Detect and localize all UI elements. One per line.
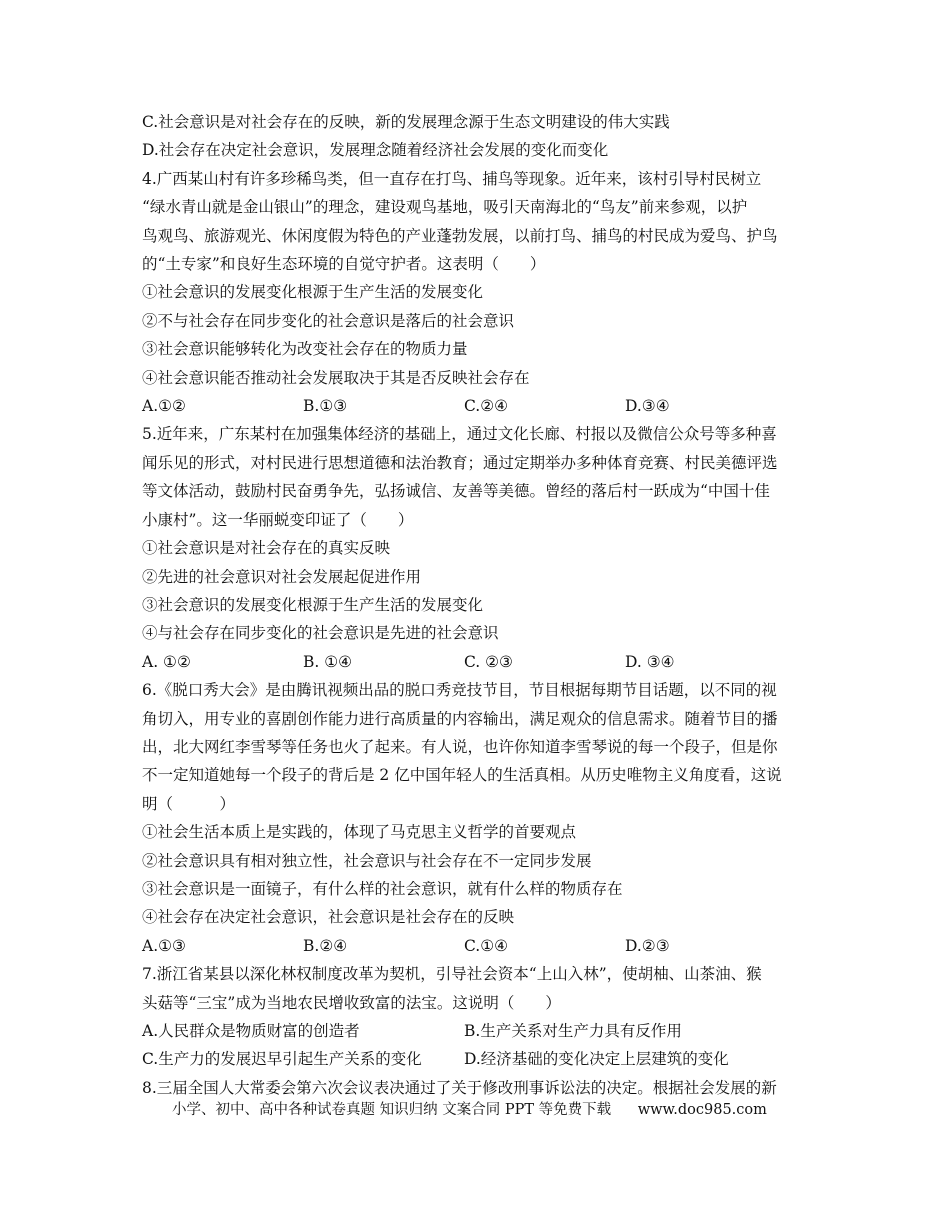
q6-stem-line: 6.《脱口秀大会》是由腾讯视频出品的脱口秀竞技节目，节目根据每期节目话题，以不同的视	[142, 681, 777, 700]
q6-stem-line: 角切入，用专业的喜剧创作能力进行高质量的内容输出，满足观众的信息需求。随着节目的播	[142, 709, 778, 728]
q4-option-d: D.③④	[625, 397, 670, 416]
q7-options-row	[142, 1017, 822, 1045]
q6-options	[142, 932, 822, 960]
q4-options	[142, 392, 822, 420]
q5-item: ③社会意识的发展变化根源于生产生活的发展变化	[142, 595, 484, 614]
q4-item: ④社会意识能否推动社会发展取决于其是否反映社会存在	[142, 368, 530, 387]
q4-stem-line: 4.广西某山村有许多珍稀鸟类，但一直存在打鸟、捕鸟等现象。近年来，该村引导村民树立	[142, 169, 762, 188]
q5-option-b: B. ①④	[303, 652, 353, 671]
q4-item: ②不与社会存在同步变化的社会意识是落后的社会意识	[142, 311, 515, 330]
q4-stem-line: 鸟观鸟、旅游观光、休闲度假为特色的产业蓬勃发展，以前打鸟、捕鸟的村民成为爱鸟、护鸟	[142, 226, 778, 245]
q5-item: ②先进的社会意识对社会发展起促进作用	[142, 567, 422, 586]
q4-item: ①社会意识的发展变化根源于生产生活的发展变化	[142, 283, 484, 302]
q6-option-d: D.②③	[625, 936, 670, 955]
q5-option-a: A. ①②	[142, 652, 191, 671]
q5-option-d: D. ③④	[625, 652, 675, 671]
q6-stem-line: 不一定知道她每一个段子的背后是 2 亿中国年轻人的生活真相。从历史唯物主义角度看，这说	[142, 766, 782, 785]
q4-item: ③社会意识能够转化为改变社会存在的物质力量	[142, 340, 468, 359]
footer-url[interactable]: www.doc985.com	[637, 1102, 767, 1118]
q6-stem-line: 出，北大网红李雪琴等任务也火了起来。有人说，也许你知道李雪琴说的每一个段子，但是你	[142, 737, 778, 756]
q7-options-row	[142, 1045, 822, 1073]
q7-option-b: B.生产关系对生产力具有反作用	[464, 1022, 682, 1040]
q7-option-c: C.生产力的发展迟早引起生产关系的变化	[142, 1050, 422, 1069]
q5-stem-line: 闻乐见的形式，对村民进行思想道德和法治教育；通过定期举办多种体育竞赛、村民美德评选	[142, 453, 778, 472]
q6-item: ①社会生活本质上是实践的，体现了马克思主义哲学的首要观点	[142, 823, 577, 842]
q7-stem-line: 头菇等“三宝”成为当地农民增收致富的法宝。这说明（ ）	[142, 993, 561, 1012]
q6-option-b: B.②④	[303, 936, 348, 955]
q5-item: ①社会意识是对社会存在的真实反映	[142, 539, 391, 558]
q4-option-b: B.①③	[303, 397, 348, 416]
q3-option-c: C.社会意识是对社会存在的反映，新的发展理念源于生态文明建设的伟大实践	[142, 113, 670, 131]
q7-stem-line: 7.浙江省某县以深化林权制度改革为契机，引导社会资本“上山入林”，使胡柚、山茶油、猴	[142, 965, 762, 984]
q3-option-d: D.社会存在决定社会意识，发展理念随着经济社会发展的变化而变化	[142, 141, 609, 160]
footer-text: 小学、初中、高中各种试卷真题 知识归纳 文案合同 PPT 等免费下载	[172, 1102, 612, 1118]
q4-stem-line: 的“土专家”和良好生态环境的自觉守护者。这表明（ ）	[142, 255, 546, 274]
q5-stem-line: 小康村”。这一华丽蜕变印证了（ ）	[142, 510, 414, 529]
q4-option-c: C.②④	[464, 397, 509, 416]
q5-option-c: C. ②③	[464, 652, 513, 671]
q6-option-c: C.①④	[464, 936, 509, 955]
q5-item: ④与社会存在同步变化的社会意识是先进的社会意识	[142, 624, 499, 643]
q7-option-d: D.经济基础的变化决定上层建筑的变化	[464, 1050, 729, 1069]
q5-stem-line: 等文体活动，鼓励村民奋勇争先，弘扬诚信、友善等美德。曾经的落后村一跃成为“中国十佳	[142, 482, 770, 501]
page-footer	[172, 1098, 767, 1119]
q7-option-a: A.人民群众是物质财富的创造者	[142, 1022, 360, 1040]
q6-stem-line: 明（ ）	[142, 794, 236, 813]
q5-stem-line: 5.近年来，广东某村在加强集体经济的基础上，通过文化长廊、村报以及微信公众号等多种喜	[142, 425, 777, 444]
q4-stem-line: “绿水青山就是金山银山”的理念，建设观鸟基地，吸引天南海北的“鸟友”前来参观，以护	[142, 198, 748, 217]
q6-item: ②社会意识具有相对独立性，社会意识与社会存在不一定同步发展	[142, 851, 592, 870]
q8-stem-line: 8.三届全国人大常委会第六次会议表决通过了关于修改刑事诉讼法的决定。根据社会发展的新	[142, 1078, 777, 1097]
q6-option-a: A.①③	[142, 936, 186, 955]
q4-option-a: A.①②	[142, 397, 186, 416]
q5-options	[142, 648, 822, 676]
exam-page	[142, 108, 822, 1102]
q6-item: ④社会存在决定社会意识，社会意识是社会存在的反映	[142, 908, 515, 927]
q6-item: ③社会意识是一面镜子，有什么样的社会意识，就有什么样的物质存在	[142, 879, 623, 898]
